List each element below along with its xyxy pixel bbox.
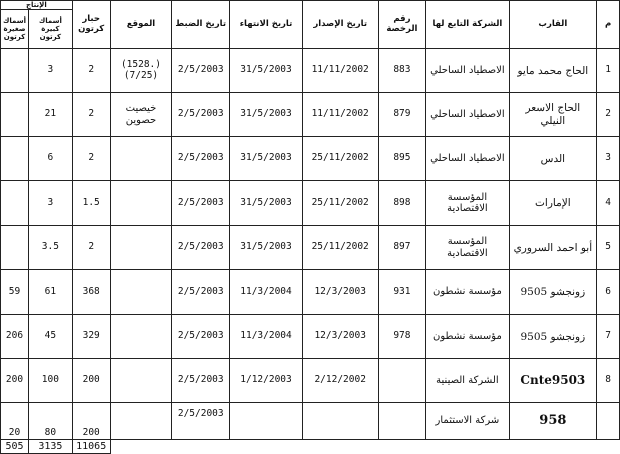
issue-date-cell: 12/3/2003 (302, 270, 378, 315)
large-fish-cell: 3 (29, 181, 73, 226)
issue-date-cell: 25/11/2002 (302, 137, 378, 181)
seq-cell: 1 (597, 49, 620, 93)
license-cell (378, 359, 426, 403)
boat-cell: زونجشو 9505 (509, 315, 597, 359)
company-cell: مؤسسة نشطون (426, 315, 509, 359)
seizure-date-cell: 2/5/2003 (172, 403, 230, 440)
expiry-date-cell: 31/5/2003 (230, 93, 303, 137)
table-row (1, 181, 620, 226)
seizure-date-cell: 2/5/2003 (172, 359, 230, 403)
issue-date-cell: 12/3/2003 (302, 315, 378, 359)
issue-date-cell: 2/12/2002 (302, 359, 378, 403)
seizure-date-cell: 2/5/2003 (172, 181, 230, 226)
location-cell: (1528.) (7/25) (110, 49, 172, 93)
company-cell: شركة الاستثمار (426, 403, 509, 440)
license-header: رقم الرخصة (378, 1, 426, 49)
license-cell: 879 (378, 93, 426, 137)
company-cell: الاصطياد الساحلي (426, 137, 509, 181)
seq-cell: 8 (597, 359, 620, 403)
small-fish-cell: 59 (1, 270, 29, 315)
expiry-date-cell: 11/3/2004 (230, 270, 303, 315)
issue-date-cell: 11/11/2002 (302, 93, 378, 137)
small-fish-cell (1, 181, 29, 226)
squid-cell: 2 (72, 137, 110, 181)
large-fish-cell: 3 (29, 49, 73, 93)
expiry-date-cell: 31/5/2003 (230, 137, 303, 181)
company-cell: الشركة الصينية (426, 359, 509, 403)
issue-date-cell: 25/11/2002 (302, 226, 378, 270)
large-fish-cell: 80 (29, 403, 73, 440)
issue-date-header: تاريخ الإصدار (302, 1, 378, 49)
large-fish-header: أسماك كبيرة كرتون (29, 10, 73, 49)
squid-header: حبار كرتون (72, 1, 110, 49)
expiry-date-header: تاريخ الانتهاء (230, 1, 303, 49)
expiry-date-cell: 31/5/2003 (230, 49, 303, 93)
small-fish-total: 505 (1, 440, 29, 454)
squid-cell: 329 (72, 315, 110, 359)
boat-cell: الإمارات (509, 181, 597, 226)
boat-cell: 958 (509, 403, 597, 440)
issue-date-cell (302, 403, 378, 440)
squid-cell: 2 (72, 49, 110, 93)
seizure-date-cell: 2/5/2003 (172, 226, 230, 270)
large-fish-cell: 21 (29, 93, 73, 137)
company-header: الشركة التابع لها (426, 1, 509, 49)
totals-row (1, 440, 620, 454)
squid-cell: 2 (72, 93, 110, 137)
expiry-date-cell: 11/3/2004 (230, 315, 303, 359)
table-row (1, 49, 620, 93)
company-cell: المؤسسة الاقتصادية (426, 181, 509, 226)
license-cell: 898 (378, 181, 426, 226)
small-fish-cell (1, 226, 29, 270)
company-cell: المؤسسة الاقتصادية (426, 226, 509, 270)
boat-cell: أبو احمد السروري (509, 226, 597, 270)
large-fish-cell: 6 (29, 137, 73, 181)
issue-date-cell: 11/11/2002 (302, 49, 378, 93)
boat-header: القارب (509, 1, 597, 49)
seq-cell: 2 (597, 93, 620, 137)
location-cell (110, 315, 172, 359)
company-cell: مؤسسة نشطون (426, 270, 509, 315)
table-body (1, 49, 620, 454)
squid-total: 11065 (72, 440, 110, 454)
location-cell (110, 403, 172, 440)
large-fish-cell: 3.5 (29, 226, 73, 270)
seq-cell: 6 (597, 270, 620, 315)
license-cell (378, 403, 426, 440)
location-cell: خيصيت حصوين (110, 93, 172, 137)
large-fish-cell: 61 (29, 270, 73, 315)
totals-blank (110, 440, 619, 454)
boat-cell: زونجشو 9505 (509, 270, 597, 315)
company-cell: الاصطياد الساحلي (426, 93, 509, 137)
squid-cell: 2 (72, 226, 110, 270)
table-row (1, 403, 620, 440)
expiry-date-cell: 1/12/2003 (230, 359, 303, 403)
small-fish-cell: 206 (1, 315, 29, 359)
squid-cell: 200 (72, 359, 110, 403)
seq-cell: 4 (597, 181, 620, 226)
seq-cell (597, 403, 620, 440)
small-fish-cell (1, 93, 29, 137)
expiry-date-cell: 31/5/2003 (230, 181, 303, 226)
issue-date-cell: 25/11/2002 (302, 181, 378, 226)
squid-cell: 368 (72, 270, 110, 315)
table-row (1, 270, 620, 315)
license-cell: 978 (378, 315, 426, 359)
squid-cell: 1.5 (72, 181, 110, 226)
small-fish-cell: 200 (1, 359, 29, 403)
location-cell (110, 137, 172, 181)
boat-cell: الحاج الاسعر النيلي (509, 93, 597, 137)
boat-cell: Cnte9503 (509, 359, 597, 403)
seizure-date-cell: 2/5/2003 (172, 315, 230, 359)
license-cell: 883 (378, 49, 426, 93)
location-header: الموقع (110, 1, 172, 49)
boat-cell: الحاج محمد مايو (509, 49, 597, 93)
license-cell: 931 (378, 270, 426, 315)
seizure-date-cell: 2/5/2003 (172, 49, 230, 93)
small-fish-cell (1, 49, 29, 93)
production-header: الإنتاج (1, 1, 73, 10)
large-fish-cell: 100 (29, 359, 73, 403)
squid-cell: 200 (72, 403, 110, 440)
location-cell (110, 226, 172, 270)
expiry-date-cell (230, 403, 303, 440)
seq-header: م (597, 1, 620, 49)
small-fish-cell (1, 137, 29, 181)
license-cell: 895 (378, 137, 426, 181)
large-fish-total: 3135 (29, 440, 73, 454)
location-cell (110, 181, 172, 226)
seizure-date-cell: 2/5/2003 (172, 270, 230, 315)
boat-cell: الدس (509, 137, 597, 181)
large-fish-cell: 45 (29, 315, 73, 359)
seq-cell: 5 (597, 226, 620, 270)
table-row (1, 226, 620, 270)
location-cell (110, 270, 172, 315)
license-cell: 897 (378, 226, 426, 270)
seizure-date-cell: 2/5/2003 (172, 93, 230, 137)
location-cell (110, 359, 172, 403)
table-row (1, 93, 620, 137)
expiry-date-cell: 31/5/2003 (230, 226, 303, 270)
seizure-date-header: تاريخ الضبط (172, 1, 230, 49)
table-row (1, 359, 620, 403)
table-row (1, 137, 620, 181)
small-fish-cell: 20 (1, 403, 29, 440)
small-fish-header: أسماك صغيرة كرتون (1, 10, 29, 49)
seizure-date-cell: 2/5/2003 (172, 137, 230, 181)
seq-cell: 3 (597, 137, 620, 181)
company-cell: الاصطياد الساحلي (426, 49, 509, 93)
table-row (1, 315, 620, 359)
seq-cell: 7 (597, 315, 620, 359)
